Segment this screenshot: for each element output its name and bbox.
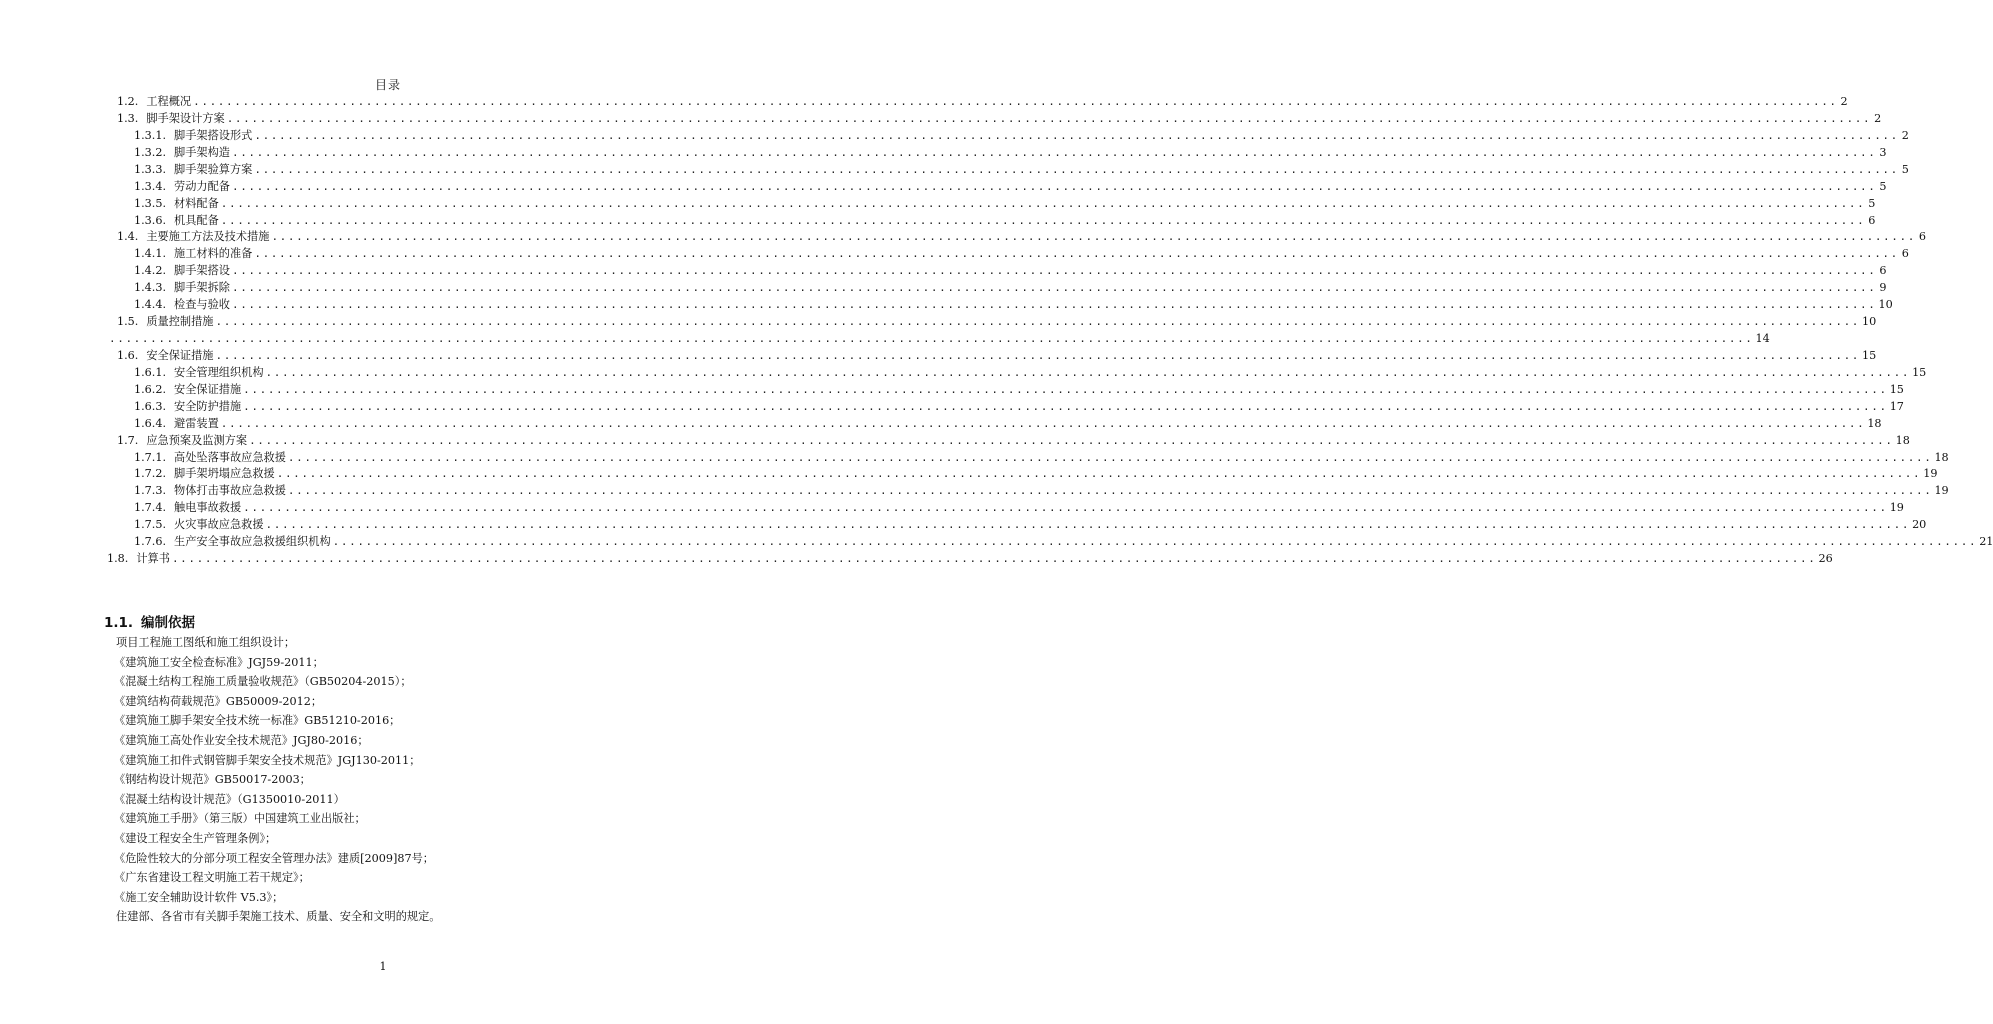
toc-entry-label: 避雷装置 [174, 417, 219, 430]
toc-entry[interactable] [134, 464, 1938, 481]
toc-entry-number: 1.3.6. [134, 214, 167, 227]
toc-dot-leader: ........................................................................................................................................................................................................ [109, 332, 1754, 345]
toc-dot-leader: ........................................................................................................................................................................................................ [193, 95, 1838, 108]
toc-entry-label: 脚手架拆除 [174, 281, 230, 294]
toc-entry-page: 14 [1755, 332, 1770, 345]
toc-dot-leader: ........................................................................................................................................................................................................ [171, 552, 1817, 565]
toc-entry-label: 高处坠落事故应急救援 [174, 451, 286, 464]
toc-entry[interactable] [134, 295, 1893, 312]
toc-entry[interactable] [134, 244, 1909, 261]
toc-entry[interactable] [134, 278, 1887, 295]
toc-entry-page: 5 [1879, 180, 1887, 193]
toc-entry[interactable] [134, 515, 1927, 532]
reference-item: 《建筑结构荷载规范》GB50009-2012； [114, 695, 323, 708]
toc-entry-page: 6 [1868, 214, 1876, 227]
toc-entry-label: 安全防护措施 [174, 400, 242, 413]
toc-dot-leader: ........................................................................................................................................................................................................ [332, 535, 1978, 548]
toc-entry[interactable] [117, 109, 1882, 126]
toc-entry-number: 1.3.2. [134, 146, 167, 159]
toc-entry-page: 15 [1912, 366, 1927, 379]
toc-dot-leader: ........................................................................................................................................................................................................ [265, 366, 1911, 379]
toc-dot-leader: ........................................................................................................................................................................................................ [220, 214, 1866, 227]
toc-entry-label: 质量控制措施 [146, 315, 214, 328]
toc-entry-page: 15 [1889, 383, 1904, 396]
toc-entry-number: 1.4.4. [134, 298, 167, 311]
toc-dot-leader: ........................................................................................................................................................................................................ [276, 467, 1922, 480]
toc-entry-label: 触电事故救援 [174, 501, 242, 514]
toc-dot-leader: ........................................................................................................................................................................................................ [249, 434, 1894, 447]
toc-entry-label: 生产安全事故应急救援组织机构 [174, 535, 331, 548]
toc-entry-number: 1.6.3. [134, 400, 167, 413]
toc-entry-number: 1.6.1. [134, 366, 167, 379]
toc-entry-number: 1.2. [117, 95, 139, 108]
toc-entry-label: 安全保证措施 [174, 383, 242, 396]
toc-entry[interactable] [134, 261, 1887, 278]
toc-dot-leader: ........................................................................................................................................................................................................ [220, 417, 1866, 430]
toc-entry-page: 6 [1879, 264, 1887, 277]
toc-entry-label: 劳动力配备 [174, 180, 230, 193]
toc-entry-label: 施工材料的准备 [174, 247, 253, 260]
toc-dot-leader: ........................................................................................................................................................................................................ [231, 264, 1877, 277]
toc-entry-label: 计算书 [136, 552, 170, 565]
toc-dot-leader: ........................................................................................................................................................................................................ [226, 112, 1872, 125]
toc-title: 目录 [374, 78, 401, 92]
toc-entry-label: 脚手架坍塌应急救援 [174, 467, 275, 480]
reference-item: 《建筑施工安全检查标准》JGJ59-2011； [114, 656, 324, 669]
reference-item: 《施工安全辅助设计软件 V5.3》； [114, 891, 284, 904]
reference-item: 项目工程施工图纸和施工组织设计； [116, 636, 296, 649]
toc-entry-number: 1.3.5. [134, 197, 167, 210]
toc-entry-label: 脚手架搭设 [174, 264, 230, 277]
toc-entry-label: 检查与验收 [174, 298, 230, 311]
toc-entry-label: 脚手架搭设形式 [174, 129, 253, 142]
toc-entry-page: 20 [1912, 518, 1927, 531]
reference-item: 《混凝土结构工程施工质量验收规范》（GB50204-2015）； [114, 675, 412, 688]
toc-entry-label: 机具配备 [174, 214, 219, 227]
toc-entry-page: 18 [1895, 434, 1910, 447]
toc-entry[interactable] [107, 549, 1833, 566]
toc-entry[interactable] [134, 481, 1949, 498]
toc-entry-page: 6 [1918, 230, 1926, 243]
toc-dot-leader: ........................................................................................................................................................................................................ [215, 349, 1861, 362]
toc-dot-leader: ........................................................................................................................................................................................................ [265, 518, 1911, 531]
toc-entry[interactable] [117, 227, 1926, 244]
section-number: 1.1. [104, 615, 134, 631]
toc-entry-label: 脚手架设计方案 [146, 112, 225, 125]
toc-entry-page: 5 [1901, 163, 1909, 176]
toc-entry-number: 1.4.2. [134, 264, 167, 277]
reference-item: 住建部、各省市有关脚手架施工技术、质量、安全和文明的规定。 [116, 910, 441, 923]
reference-item: 《建筑施工高处作业安全技术规范》JGJ80-2016； [114, 734, 369, 747]
toc-entry-number: 1.3.3. [134, 163, 167, 176]
toc-dot-leader: ........................................................................................................................................................................................................ [215, 315, 1861, 328]
toc-entry-label: 安全保证措施 [146, 349, 214, 362]
toc-entry[interactable] [134, 363, 1927, 380]
toc-entry-page: 19 [1923, 467, 1938, 480]
toc-entry-number: 1.7.5. [134, 518, 167, 531]
toc-entry-page: 19 [1889, 501, 1904, 514]
toc-entry-page: 21 [1979, 535, 1993, 548]
toc-dot-leader: ........................................................................................................................................................................................................ [231, 180, 1877, 193]
toc-entry-page: 2 [1874, 112, 1882, 125]
toc-entry-number: 1.5. [117, 315, 139, 328]
toc-entry-number: 1.3. [117, 112, 139, 125]
toc-entry-label: 应急预案及监测方案 [146, 434, 248, 447]
toc-entry-label: 主要施工方法及技术措施 [146, 230, 270, 243]
toc-dot-leader: ........................................................................................................................................................................................................ [254, 247, 1899, 260]
toc-entry-label: 脚手架验算方案 [174, 163, 253, 176]
toc-entry-number: 1.7.3. [134, 484, 167, 497]
toc-entry-page: 15 [1862, 349, 1877, 362]
toc-entry-page: 9 [1879, 281, 1887, 294]
toc-entry-number: 1.3.4. [134, 180, 167, 193]
toc-entry-label: 安全管理组织机构 [174, 366, 264, 379]
toc-entry-number: 1.8. [107, 552, 129, 565]
toc-entry[interactable] [134, 414, 1882, 431]
toc-entry-page: 26 [1818, 552, 1833, 565]
toc-entry-page: 10 [1878, 298, 1893, 311]
toc-dot-leader: ........................................................................................................................................................................................................ [243, 501, 1888, 514]
toc-entry[interactable] [134, 160, 1909, 177]
toc-entry-page: 3 [1879, 146, 1887, 159]
toc-dot-leader: ........................................................................................................................................................................................................ [231, 298, 1877, 311]
reference-item: 《建设工程安全生产管理条例》； [114, 832, 277, 845]
reference-item: 《混凝土结构设计规范》（G1350010-2011） [114, 793, 345, 806]
reference-item: 《广东省建设工程文明施工若干规定》； [114, 871, 310, 884]
toc-entry-number: 1.7.4. [134, 501, 167, 514]
toc-entry[interactable] [117, 431, 1910, 448]
page-number: 1 [379, 960, 387, 973]
toc-entry-number: 1.6.2. [134, 383, 167, 396]
section-heading [104, 611, 195, 631]
toc-dot-leader: ........................................................................................................................................................................................................ [220, 197, 1866, 210]
toc-entry[interactable] [134, 177, 1887, 194]
toc-entry-number: 1.7.1. [134, 451, 167, 464]
toc-entry[interactable] [117, 346, 1877, 363]
toc-entry[interactable] [134, 397, 1904, 414]
toc-entry-label: 火灾事故应急救援 [174, 518, 264, 531]
toc-entry-page: 2 [1840, 95, 1848, 108]
toc-entry-number: 1.7. [117, 434, 139, 447]
toc-entry[interactable] [134, 211, 1876, 228]
toc-entry[interactable] [117, 312, 1877, 329]
toc-dot-leader: ........................................................................................................................................................................................................ [254, 163, 1899, 176]
toc-entry-label: 工程概况 [146, 95, 192, 108]
toc-dot-leader: ........................................................................................................................................................................................................ [231, 146, 1877, 159]
toc-entry-label: 材料配备 [174, 197, 219, 210]
toc-entry-number: 1.4.3. [134, 281, 167, 294]
toc-entry[interactable] [134, 143, 1887, 160]
toc-dot-leader: ........................................................................................................................................................................................................ [287, 451, 1933, 464]
toc-entry-page: 6 [1901, 247, 1909, 260]
toc-dot-leader: ........................................................................................................................................................................................................ [271, 230, 1916, 243]
toc-entry-number: 1.3.1. [134, 129, 167, 142]
toc-entry-page: 2 [1901, 129, 1909, 142]
reference-item: 《钢结构设计规范》GB50017-2003； [114, 773, 311, 786]
toc-entry-number: 1.7.6. [134, 535, 167, 548]
toc-entry-label: 脚手架构造 [174, 146, 230, 159]
toc-entry-number: 1.7.2. [134, 467, 167, 480]
toc-entry-number: 1.6. [117, 349, 139, 362]
toc-entry-label: 物体打击事故应急救援 [174, 484, 286, 497]
reference-item: 《建筑施工脚手架安全技术统一标准》GB51210-2016； [114, 714, 401, 727]
reference-item: 《建筑施工扣件式钢管脚手架安全技术规范》JGJ130-2011； [114, 754, 421, 767]
toc-entry-number: 1.6.4. [134, 417, 167, 430]
toc-entry[interactable] [117, 92, 1848, 109]
toc-dot-leader: ........................................................................................................................................................................................................ [287, 484, 1933, 497]
section-title: 编制依据 [141, 615, 196, 631]
toc-entry[interactable] [134, 448, 1949, 465]
toc-entry-page: 5 [1868, 197, 1876, 210]
toc-entry[interactable] [134, 194, 1876, 211]
toc-entry-page: 18 [1867, 417, 1882, 430]
reference-item: 《危险性较大的分部分项工程安全管理办法》建质[2009]87号； [114, 852, 434, 865]
toc-dot-leader: ........................................................................................................................................................................................................ [254, 129, 1899, 142]
toc-entry-page: 18 [1934, 451, 1949, 464]
toc-entry-number: 1.4.1. [134, 247, 167, 260]
toc-entry[interactable] [134, 126, 1909, 143]
toc-entry-number: 1.4. [117, 230, 139, 243]
toc-entry-page: 17 [1889, 400, 1904, 413]
toc-entry[interactable] [134, 380, 1904, 397]
reference-item: 《建筑施工手册》（第三版）中国建筑工业出版社； [114, 812, 366, 825]
toc-entry-page: 19 [1934, 484, 1949, 497]
toc-entry[interactable] [107, 329, 1770, 346]
toc-entry-page: 10 [1862, 315, 1877, 328]
toc-dot-leader: ........................................................................................................................................................................................................ [231, 281, 1877, 294]
toc-entry[interactable] [134, 498, 1904, 515]
toc-dot-leader: ........................................................................................................................................................................................................ [243, 383, 1888, 396]
toc-dot-leader: ........................................................................................................................................................................................................ [243, 400, 1888, 413]
toc-entry[interactable] [134, 532, 1993, 549]
